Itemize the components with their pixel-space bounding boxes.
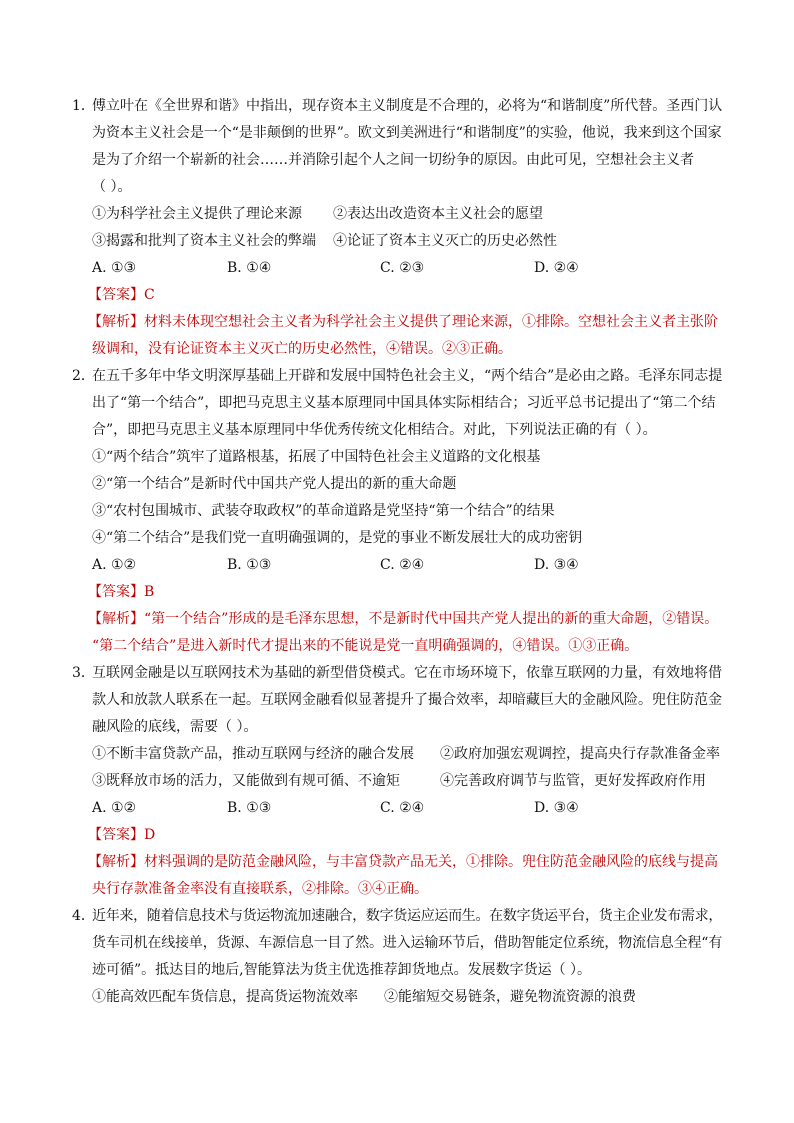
- question-2-analysis-line: [88, 610, 718, 628]
- question-1-analysis-line: [88, 313, 718, 331]
- question-1-stem-line: 是为了介绍一个崭新的社会……并消除引起个人之间一切纷争的原因。由此可见，空想社会主义者: [92, 152, 694, 168]
- question-3-analysis-line: 央行存款准备金率没有直接联系，②排除。③④正确。: [92, 881, 428, 897]
- analysis-label: 【解析】: [88, 854, 144, 870]
- question-3-choice-a: A. ①②: [92, 800, 137, 816]
- question-2-number: 2．: [72, 368, 95, 384]
- question-3-choice-b: B. ①③: [227, 800, 272, 816]
- question-1-stem-line: 为资本主义社会是一个“是非颠倒的世界”。欧文到美洲进行“和谐制度”的实验，他说，我来到这个国家: [92, 125, 722, 141]
- question-2-statement-4: ④“第二个结合”是我们党一直明确强调的，是党的事业不断发展壮大的成功密钥: [92, 530, 583, 546]
- question-1-stem-line: （ ）。: [92, 179, 132, 195]
- question-1-number: 1．: [72, 98, 95, 114]
- analysis-text: 材料强调的是防范金融风险，与丰富贷款产品无关，①排除。兜住防范金融风险的底线与提高: [144, 854, 718, 870]
- question-2-choice-a: A. ①②: [92, 557, 137, 573]
- answer-label: 【答案】: [88, 584, 144, 600]
- question-2-choice-d: D. ③④: [534, 557, 579, 573]
- question-3-choice-c: C. ②④: [380, 800, 425, 816]
- question-3-analysis-line: [88, 853, 718, 871]
- question-3-stem-line: 融风险的底线，需要（ ）。: [92, 719, 258, 735]
- question-1-choice-a: A. ①③: [92, 260, 137, 276]
- answer-label: 【答案】: [88, 827, 144, 843]
- question-2-stem-line: 合”，即把马克思主义基本原理同中华优秀传统文化相结合。对此，下列说法正确的有（ ）。: [92, 422, 657, 438]
- question-2-statement-3: ③“农村包围城市、武装夺取政权”的革命道路是党坚持“第一个结合”的结果: [92, 503, 555, 519]
- question-4-stem-line: 迹可循”。抵达目的地后,智能算法为货主优选推荐卸货地点。发展数字货运（ ）。: [92, 962, 592, 978]
- question-2-answer: [88, 583, 154, 601]
- question-3-statement-4: ④完善政府调节与监管，更好发挥政府作用: [440, 773, 706, 789]
- question-3-number: 3．: [72, 665, 95, 681]
- question-1-statement-1: ①为科学社会主义提供了理论来源: [92, 206, 302, 222]
- analysis-text: “第一个结合”形成的是毛泽东思想，不是新时代中国共产党人提出的新的重大命题，②错误。: [144, 611, 719, 627]
- question-4-stem-line: 近年来，随着信息技术与货运物流加速融合，数字货运应运而生。在数字货运平台，货主企业发布需求，: [92, 908, 723, 924]
- question-1-choice-b: B. ①④: [227, 260, 272, 276]
- analysis-label: 【解析】: [88, 314, 144, 330]
- question-3-statement-2: ②政府加强宏观调控，提高央行存款准备金率: [440, 746, 720, 762]
- question-1-choice-d: D. ②④: [534, 260, 579, 276]
- question-3-choice-d: D. ③④: [534, 800, 579, 816]
- question-1-statement-2: ②表达出改造资本主义社会的愿望: [333, 206, 543, 222]
- question-1-stem-line: 傅立叶在《全世界和谐》中指出，现存资本主义制度是不合理的，必将为“和谐制度”所代替。圣西门认: [92, 98, 723, 114]
- question-1-choice-c: C. ②③: [380, 260, 425, 276]
- analysis-text: 材料未体现空想社会主义者为科学社会主义提供了理论来源，①排除。空想社会主义者主张阶: [144, 314, 718, 330]
- question-3-stem-line: 互联网金融是以互联网技术为基础的新型借贷模式。它在市场环境下，依靠互联网的力量，有效地将借: [92, 665, 722, 681]
- question-4-statement-2: ②能缩短交易链条，避免物流资源的浪费: [384, 989, 636, 1005]
- question-4-stem-line: 货车司机在线接单，货源、车源信息一目了然。进入运输环节后，借助智能定位系统，物流信息全程“有: [92, 935, 723, 951]
- question-1-analysis-line: 级调和，没有论证资本主义灭亡的历史必然性，④错误。②③正确。: [92, 341, 512, 357]
- question-2-stem-line: 出了“第一个结合”，即把马克思主义基本原理同中国具体实际相结合；习近平总书记提出了“第二个结: [92, 395, 716, 411]
- answer-value: C: [144, 287, 155, 303]
- question-3-stem-line: 款人和放款人联系在一起。互联网金融看似显著提升了撮合效率，却暗藏巨大的金融风险。兜住防范金: [92, 692, 722, 708]
- question-2-analysis-line: “第二个结合”是进入新时代才提出来的不能说是党一直明确强调的，④错误。①③正确。: [92, 638, 639, 654]
- question-1-statement-3: ③揭露和批判了资本主义社会的弊端: [92, 233, 316, 249]
- question-2-statement-2: ②“第一个结合”是新时代中国共产党人提出的新的重大命题: [92, 476, 457, 492]
- question-2-statement-1: ①“两个结合”筑牢了道路根基，拓展了中国特色社会主义道路的文化根基: [92, 449, 541, 465]
- question-3-statement-1: ①不断丰富贷款产品，推动互联网与经济的融合发展: [92, 746, 414, 762]
- question-3-statement-3: ③既释放市场的活力，又能做到有规可循、不逾矩: [92, 773, 400, 789]
- question-4-number: 4．: [72, 908, 95, 924]
- question-1-statement-4: ④论证了资本主义灭亡的历史必然性: [333, 233, 557, 249]
- question-2-choice-c: C. ②④: [380, 557, 425, 573]
- question-1-answer: [88, 286, 155, 304]
- question-2-stem-line: 在五千多年中华文明深厚基础上开辟和发展中国特色社会主义，“两个结合”是必由之路。毛泽东同志提: [92, 368, 723, 384]
- question-2-choice-b: B. ①③: [227, 557, 272, 573]
- question-3-answer: [88, 826, 155, 844]
- question-4-statement-1: ①能高效匹配车货信息，提高货运物流效率: [92, 989, 358, 1005]
- answer-value: B: [144, 584, 155, 600]
- answer-value: D: [144, 827, 156, 843]
- analysis-label: 【解析】: [88, 611, 144, 627]
- answer-label: 【答案】: [88, 287, 144, 303]
